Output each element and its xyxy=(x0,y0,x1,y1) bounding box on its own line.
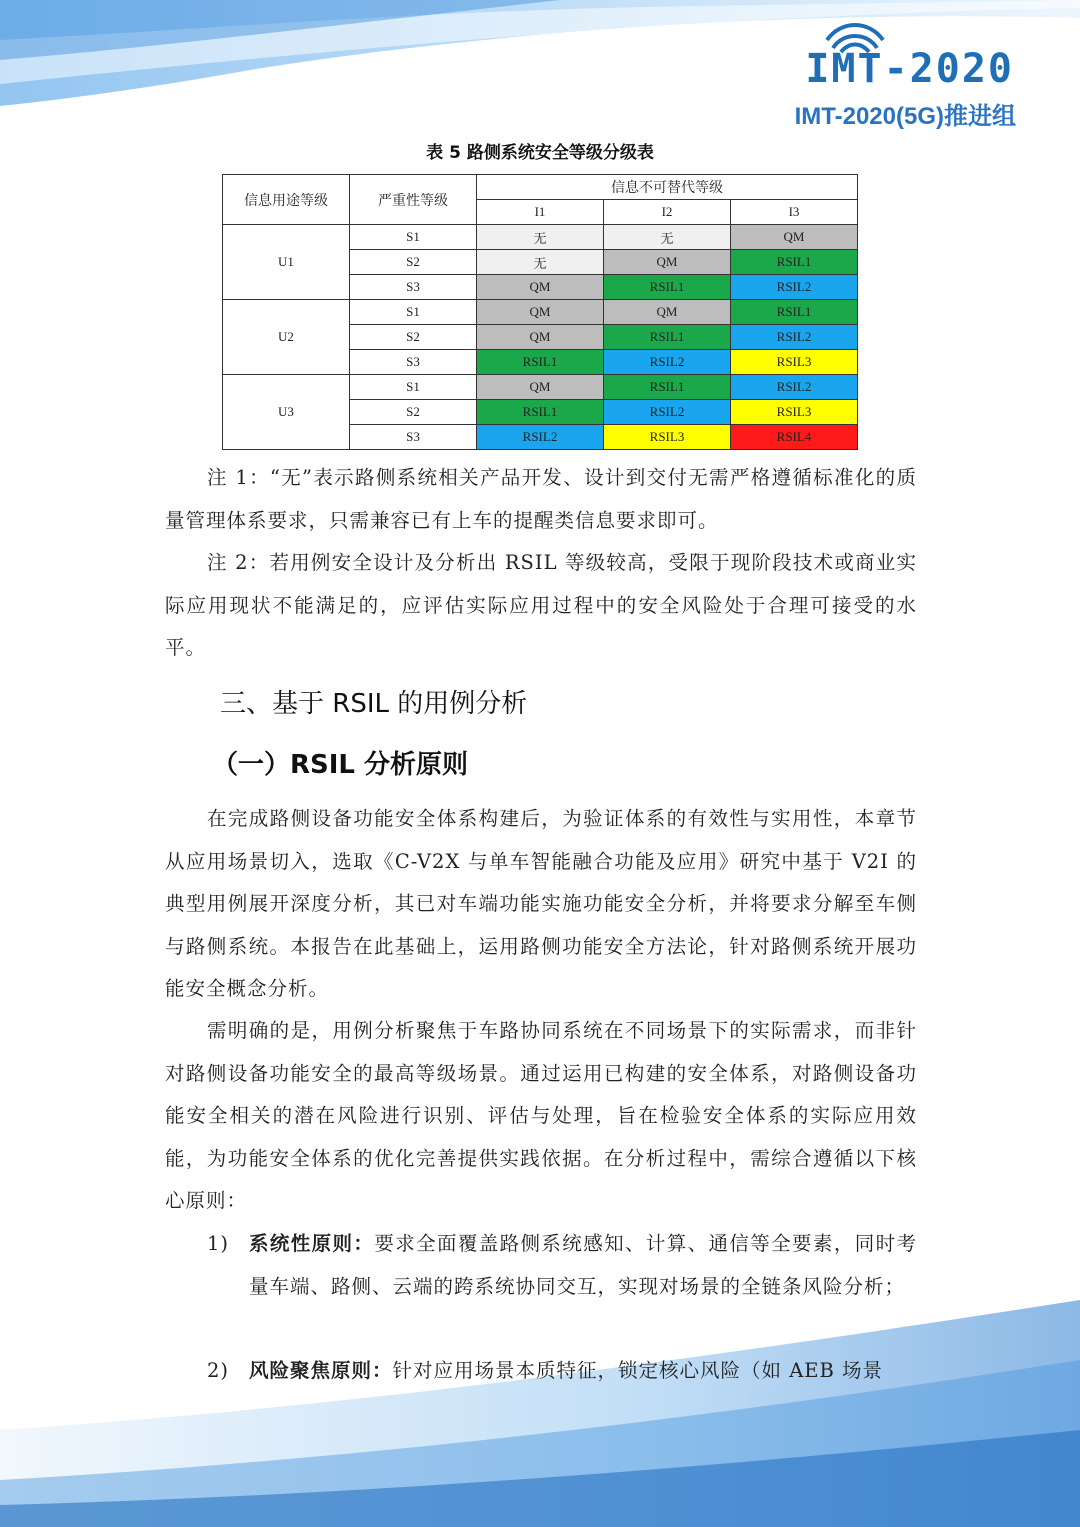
table-row xyxy=(223,300,858,325)
table-row xyxy=(223,225,858,250)
grade-cell: RSIL2 xyxy=(731,275,858,300)
grade-cell: 无 xyxy=(477,250,604,275)
grade-cell: RSIL1 xyxy=(731,250,858,275)
severity-cell: S1 xyxy=(350,225,477,250)
header-usage-level: 信息用途等级 xyxy=(223,175,350,225)
grade-cell: RSIL4 xyxy=(731,425,858,450)
logo: IMT-2020 xyxy=(805,46,1014,92)
usage-level-cell: U1 xyxy=(223,225,350,300)
list-item xyxy=(165,1350,917,1393)
grade-cell: RSIL1 xyxy=(604,325,731,350)
body-paragraph-1: 在完成路侧设备功能安全体系构建后，为验证体系的有效性与实用性，本章节从应用场景切入，选取《C-V2X 与单车智能融合功能及应用》研究中基于 V2I 的典型用例展开深度分析，其已对车端功能实施功能安全分析，并将要求分解至车侧与路侧系统。本报告在此基础上，运用路侧功能安全方法论，针对路侧系统开展功能安全概念分析。 xyxy=(165,807,917,1000)
header-i1: I1 xyxy=(477,200,604,225)
grade-cell: RSIL2 xyxy=(604,350,731,375)
severity-cell: S2 xyxy=(350,325,477,350)
grade-cell: RSIL3 xyxy=(604,425,731,450)
grade-cell: RSIL2 xyxy=(477,425,604,450)
grade-cell: RSIL3 xyxy=(731,350,858,375)
severity-cell: S1 xyxy=(350,300,477,325)
severity-cell: S3 xyxy=(350,275,477,300)
grade-cell: RSIL2 xyxy=(731,325,858,350)
grade-cell: RSIL1 xyxy=(477,400,604,425)
note-2: 注 2：若用例安全设计及分析出 RSIL 等级较高，受限于现阶段技术或商业实际应用现状不能满足的，应评估实际应用过程中的安全风险处于合理可接受的水平。 xyxy=(165,551,917,659)
grade-cell: QM xyxy=(477,300,604,325)
grade-cell: RSIL1 xyxy=(604,375,731,400)
safety-grade-table xyxy=(222,174,858,450)
header-irreplaceable-level: 信息不可替代等级 xyxy=(477,175,858,200)
header-severity-level: 严重性等级 xyxy=(350,175,477,225)
body-paragraph-2: 需明确的是，用例分析聚焦于车路协同系统在不同场景下的实际需求，而非针对路侧设备功能安全的最高等级场景。通过运用已构建的安全体系，对路侧设备功能安全相关的潜在风险进行识别、评估与处理，旨在检验安全体系的实际应用效能，为功能安全体系的优化完善提供实践依据。在分析过程中，需综合遵循以下核心原则： xyxy=(165,1019,917,1212)
grade-cell: RSIL2 xyxy=(604,400,731,425)
grade-cell: RSIL1 xyxy=(731,300,858,325)
org-name: IMT-2020(5G)推进组 xyxy=(794,103,1016,130)
grade-cell: QM xyxy=(477,375,604,400)
usage-level-cell: U2 xyxy=(223,300,350,375)
list-number: 2) xyxy=(207,1359,230,1382)
grade-cell: RSIL3 xyxy=(731,400,858,425)
severity-cell: S2 xyxy=(350,400,477,425)
usage-level-cell: U3 xyxy=(223,375,350,450)
header-i3: I3 xyxy=(731,200,858,225)
header-i2: I2 xyxy=(604,200,731,225)
grade-cell: QM xyxy=(731,225,858,250)
grade-cell: RSIL1 xyxy=(477,350,604,375)
grade-cell: QM xyxy=(477,325,604,350)
note-1: 注 1：“无”表示路侧系统相关产品开发、设计到交付无需严格遵循标准化的质量管理体系要求，只需兼容已有上车的提醒类信息要求即可。 xyxy=(165,466,917,532)
severity-cell: S1 xyxy=(350,375,477,400)
severity-cell: S3 xyxy=(350,350,477,375)
subsection-heading: （一）RSIL 分析原则 xyxy=(212,750,469,780)
list-term: 系统性原则： xyxy=(249,1232,375,1255)
grade-cell: RSIL1 xyxy=(604,275,731,300)
list-text: 针对应用场景本质特征，锁定核心风险（如 AEB 场景 xyxy=(392,1359,884,1382)
grade-cell: QM xyxy=(477,275,604,300)
severity-cell: S3 xyxy=(350,425,477,450)
list-text: 要求全面覆盖路侧系统感知、计算、通信等全要素，同时考量车端、路侧、云端的跨系统协同交互，实现对场景的全链条风险分析； xyxy=(249,1232,917,1298)
severity-cell: S2 xyxy=(350,250,477,275)
list-item xyxy=(165,1223,917,1308)
grade-cell: QM xyxy=(604,300,731,325)
list-number: 1) xyxy=(207,1232,230,1255)
grade-cell: 无 xyxy=(477,225,604,250)
table-row xyxy=(223,375,858,400)
footer-wave-decoration xyxy=(0,1280,1080,1527)
grade-cell: RSIL2 xyxy=(731,375,858,400)
grade-cell: 无 xyxy=(604,225,731,250)
table-caption: 表 5 路侧系统安全等级分级表 xyxy=(426,143,654,163)
list-term: 风险聚焦原则： xyxy=(249,1359,393,1382)
grade-cell: QM xyxy=(604,250,731,275)
section-heading: 三、基于 RSIL 的用例分析 xyxy=(220,689,528,719)
